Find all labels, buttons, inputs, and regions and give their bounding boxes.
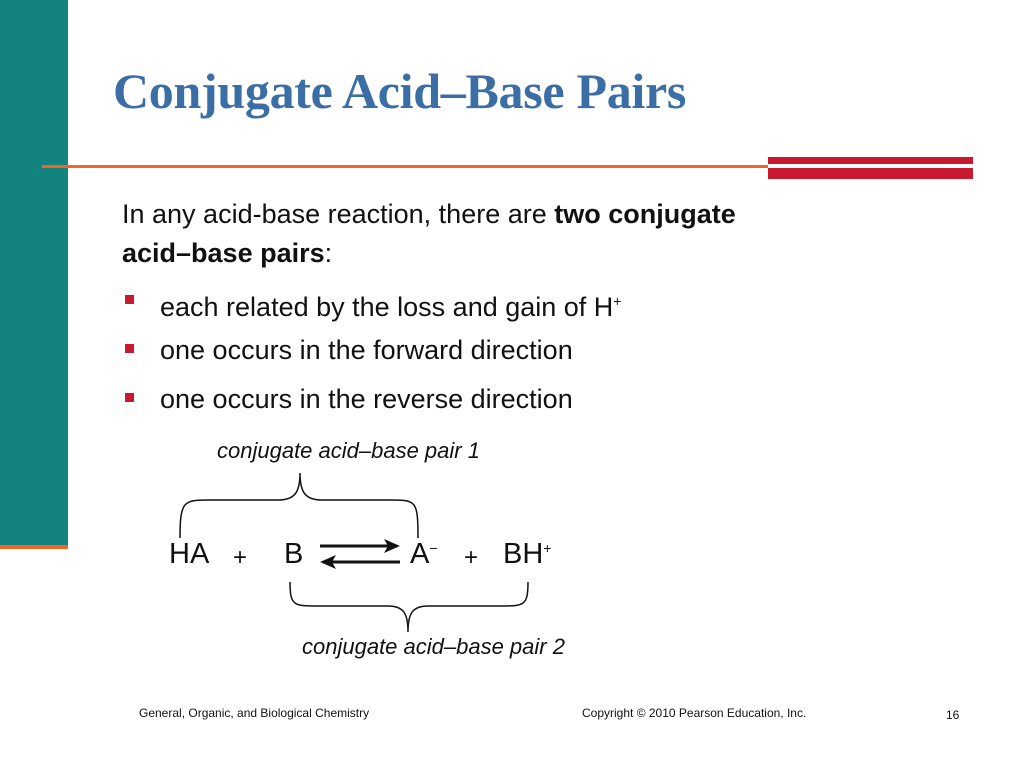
bullet-list xyxy=(122,283,621,430)
species-bh-plus xyxy=(503,538,551,571)
species-a-charge: − xyxy=(429,540,438,556)
footer-book-title: General, Organic, and Biological Chemistry xyxy=(139,706,370,720)
list-item xyxy=(122,381,621,430)
plus-sign-2: + xyxy=(464,544,479,571)
plus-sign-1: + xyxy=(233,544,248,571)
bullet-superscript: + xyxy=(613,293,622,309)
bullet-square-icon xyxy=(125,393,134,402)
left-bar-accent xyxy=(0,545,68,549)
pair-2-label: conjugate acid–base pair 2 xyxy=(302,634,565,659)
list-item xyxy=(122,283,621,332)
species-a: A xyxy=(410,538,430,570)
slide-title: Conjugate Acid–Base Pairs xyxy=(113,63,687,119)
equilibrium-arrows-icon xyxy=(320,539,400,569)
species-a-minus xyxy=(410,538,438,571)
intro-tail: : xyxy=(324,238,333,268)
bullet-text: one occurs in the forward direction xyxy=(160,335,573,365)
intro-text: In any acid-base reaction, there are xyxy=(122,199,555,229)
left-teal-bar xyxy=(0,0,68,545)
intro-bold-2: acid–base pairs xyxy=(122,238,325,268)
pair-1-label: conjugate acid–base pair 1 xyxy=(217,438,480,463)
bullet-square-icon xyxy=(125,344,134,353)
bottom-brace-icon xyxy=(290,582,528,632)
bullet-square-icon xyxy=(125,295,134,304)
page-number: 16 xyxy=(946,708,960,722)
bullet-text: each related by the loss and gain of H xyxy=(160,292,614,322)
intro-bold-1: two conjugate xyxy=(554,199,736,229)
intro-paragraph xyxy=(122,195,942,273)
top-brace-icon xyxy=(180,473,418,538)
species-b: B xyxy=(284,538,304,570)
red-accent-stripe-bottom xyxy=(768,168,973,179)
title-divider xyxy=(42,165,768,168)
species-ha: HA xyxy=(169,538,210,570)
list-item xyxy=(122,332,621,381)
footer-copyright: Copyright © 2010 Pearson Education, Inc. xyxy=(582,706,807,720)
species-bh: BH xyxy=(503,538,544,570)
bullet-text: one occurs in the reverse direction xyxy=(160,384,573,414)
red-accent-stripe-top xyxy=(768,157,973,164)
species-bh-charge: + xyxy=(543,540,552,556)
